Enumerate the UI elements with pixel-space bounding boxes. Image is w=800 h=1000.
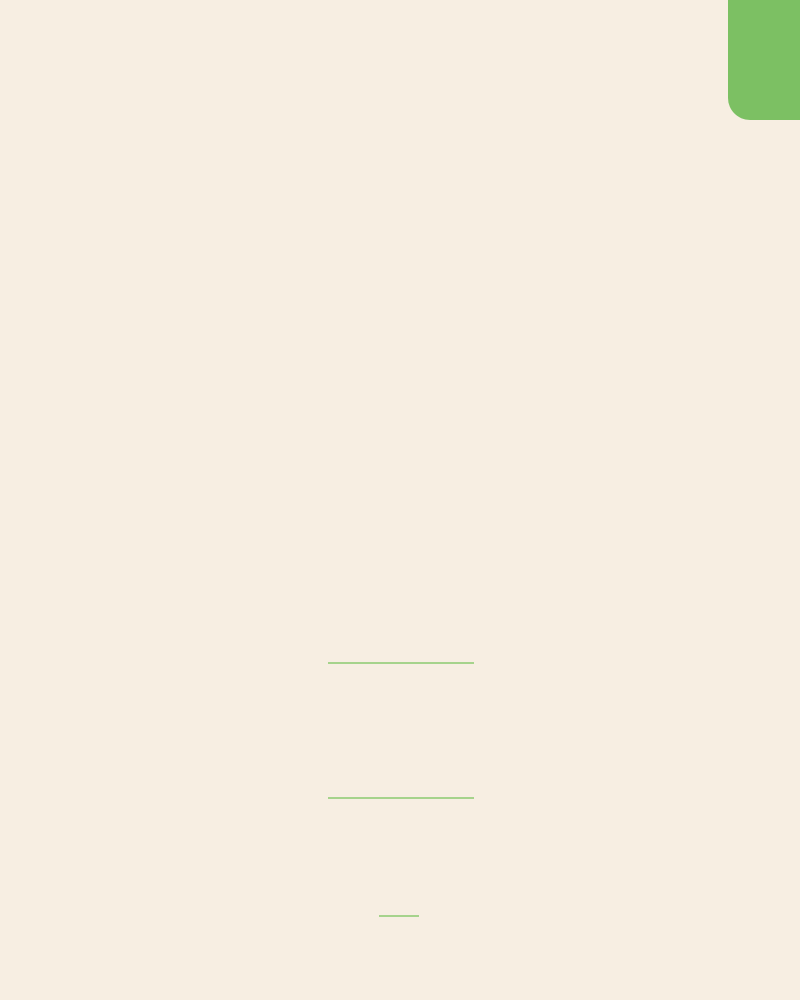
callout-bottom-rule bbox=[328, 797, 474, 799]
callout-top-rule bbox=[328, 662, 474, 664]
page-number-rule bbox=[379, 915, 419, 917]
chapter-tab bbox=[728, 0, 800, 120]
